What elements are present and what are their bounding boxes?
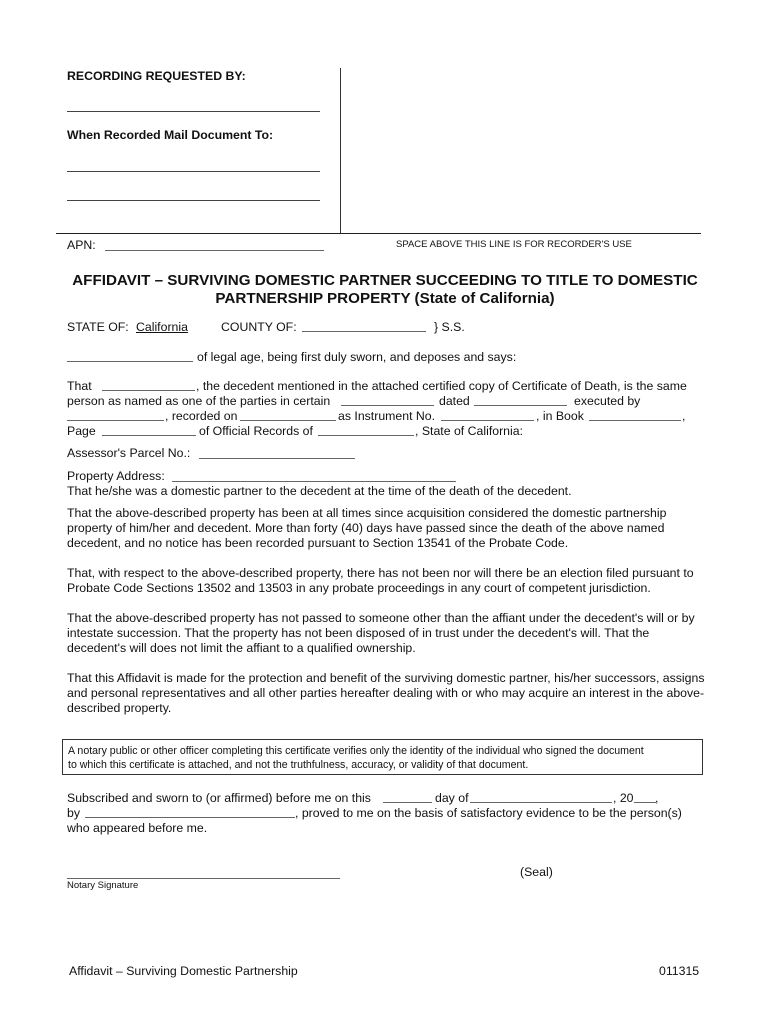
- recorded-on-label: , recorded on: [165, 409, 238, 423]
- mail-to-label: When Recorded Mail Document To:: [67, 128, 274, 142]
- apn-label: APN:: [67, 238, 96, 252]
- deposes-text: of legal age, being first duly sworn, and deposes and says:: [197, 350, 517, 364]
- affiant-signer-field[interactable]: [85, 817, 295, 818]
- footer-form-number: 011315: [659, 964, 700, 978]
- notary-signature-label: Notary Signature: [67, 880, 139, 891]
- seal-label: (Seal): [520, 865, 553, 879]
- property-address-field[interactable]: [172, 481, 456, 482]
- day-of-label: day of: [435, 791, 469, 805]
- document-title-line-1: AFFIDAVIT – SURVIVING DOMESTIC PARTNER SUCCEEDING TO TITLE TO DOMESTIC: [72, 272, 698, 289]
- executed-by-field[interactable]: [67, 420, 164, 421]
- notary-notice-line-1: A notary public or other officer completing this certificate verifies only the identity of the individual who signed the document: [68, 745, 644, 757]
- notary-notice-line-2: to which this certificate is attached, and not the truthfulness, accuracy, or validity of that document.: [68, 759, 529, 771]
- apn-field[interactable]: [105, 250, 324, 251]
- page-field[interactable]: [102, 435, 196, 436]
- paragraph-text: That the above-described property has not passed to someone other than the affiant under the decedent's will or by intestate succession. That the property has not been disposed of in trust under the decedent's will. That the decedent's will does not limit the affiant to a qualified ownership.: [67, 611, 695, 655]
- document-title-line-2: PARTNERSHIP PROPERTY (State of California): [215, 290, 555, 307]
- recorder-divider-horizontal: [56, 233, 701, 234]
- year-field[interactable]: [634, 802, 656, 803]
- mail-to-line-2[interactable]: [67, 200, 320, 201]
- county-field[interactable]: [302, 331, 426, 332]
- decedent-text: , the decedent mentioned in the attached certified copy of Certificate of Death, is the same: [196, 379, 687, 393]
- that-label: That: [67, 379, 92, 393]
- book-field[interactable]: [589, 420, 681, 421]
- subscribed-text: Subscribed and sworn to (or affirmed) before me on this: [67, 791, 371, 805]
- by-label: by: [67, 806, 80, 820]
- decedent-name-field[interactable]: [102, 390, 195, 391]
- parties-text: person as named as one of the parties in certain: [67, 394, 331, 408]
- recorder-space-note: SPACE ABOVE THIS LINE IS FOR RECORDER'S USE: [396, 239, 632, 250]
- book-comma: ,: [682, 409, 686, 423]
- recorded-on-field[interactable]: [240, 420, 336, 421]
- mail-to-line-1[interactable]: [67, 171, 320, 172]
- domestic-partner-statement: That he/she was a domestic partner to the decedent at the time of the death of the decedent.: [67, 484, 572, 498]
- appeared-text: who appeared before me.: [67, 821, 208, 835]
- ss-label: } S.S.: [434, 320, 465, 334]
- executed-by-label: executed by: [574, 394, 641, 408]
- month-field[interactable]: [470, 802, 612, 803]
- paragraph-community-property: [67, 506, 707, 551]
- proved-text: , proved to me on the basis of satisfactory evidence to be the person(s): [295, 806, 682, 820]
- property-address-label: Property Address:: [67, 469, 165, 483]
- instrument-no-label: as Instrument No.: [338, 409, 436, 423]
- affiant-name-field[interactable]: [67, 361, 193, 362]
- recording-requested-by-label: RECORDING REQUESTED BY:: [67, 69, 246, 83]
- paragraph-protection: [67, 671, 707, 716]
- state-of-label: STATE OF:: [67, 320, 129, 334]
- page-label: Page: [67, 424, 96, 438]
- footer-form-name: Affidavit – Surviving Domestic Partnership: [69, 964, 298, 978]
- state-of-value[interactable]: California: [136, 320, 188, 334]
- year-prefix: , 20: [613, 791, 634, 805]
- notary-notice-box: [62, 739, 703, 775]
- paragraph-no-election: [67, 566, 707, 596]
- instrument-no-field[interactable]: [441, 420, 534, 421]
- official-records-label: of Official Records of: [199, 424, 313, 438]
- parcel-label: Assessor's Parcel No.:: [67, 446, 191, 460]
- day-field[interactable]: [383, 802, 432, 803]
- paragraph-text: That this Affidavit is made for the protection and benefit of the surviving domestic partner, his/her successors, assigns and personal representatives and all other parties hereafter dealing with or who may acquire an interest in the above- described property.: [67, 671, 705, 715]
- county-records-field[interactable]: [318, 435, 414, 436]
- parcel-field[interactable]: [199, 458, 355, 459]
- recording-requested-by-line[interactable]: [67, 111, 320, 112]
- dated-field[interactable]: [474, 405, 567, 406]
- paragraph-not-passed: [67, 611, 707, 656]
- document-type-field[interactable]: [341, 405, 434, 406]
- year-suffix: ,: [655, 791, 659, 805]
- notary-signature-line[interactable]: [67, 878, 340, 879]
- state-of-ca-text: , State of California:: [415, 424, 523, 438]
- paragraph-text: That, with respect to the above-described property, there has not been nor will there be an election filed pursuant to Probate Code Sections 13502 and 13503 in any probate proceedings in any court of competent jurisdiction.: [67, 566, 694, 595]
- in-book-label: , in Book: [536, 409, 584, 423]
- recorder-divider-vertical: [340, 68, 341, 234]
- paragraph-text: That the above-described property has been at all times since acquisition considered the domestic partnership property of him/her and decedent. More than forty (40) days have passed since the death of the above named decedent, and no notice has been recorded pursuant to Section 13541 of the Probate Code.: [67, 506, 667, 550]
- dated-label: dated: [439, 394, 470, 408]
- county-of-label: COUNTY OF:: [221, 320, 297, 334]
